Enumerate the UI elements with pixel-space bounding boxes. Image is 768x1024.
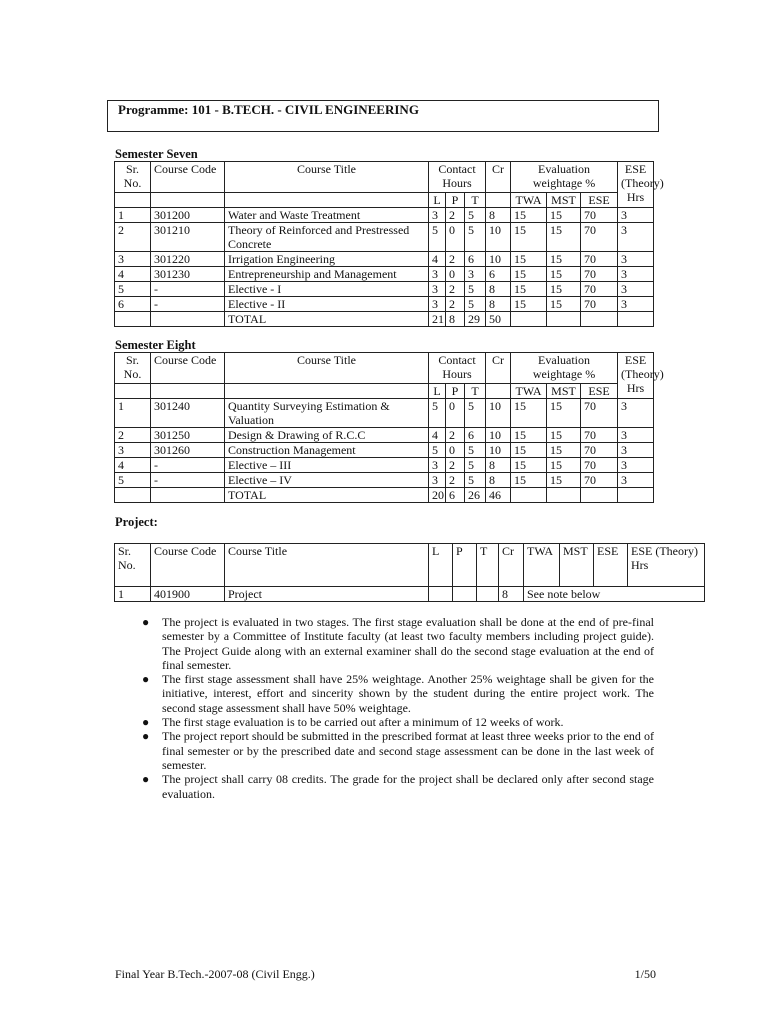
bullet-icon: ● — [142, 715, 150, 730]
header-contact-hours: Contact Hours — [429, 162, 486, 193]
cell-title: Irrigation Engineering — [225, 252, 429, 267]
cell-twa: 15 — [511, 252, 547, 267]
table-row — [115, 428, 719, 443]
cell-code: - — [151, 473, 225, 488]
cell-cr: 8 — [486, 282, 511, 297]
cell-sr: 5 — [115, 282, 151, 297]
footer-document-title: Final Year B.Tech.-2007-08 (Civil Engg.) — [115, 967, 315, 981]
cell-sr: 3 — [115, 443, 151, 458]
cell-t: 5 — [465, 443, 486, 458]
cell-mst: 15 — [547, 208, 581, 223]
header-t: T — [465, 384, 486, 399]
project-title: Project — [225, 587, 429, 602]
cell-l: 3 — [429, 208, 446, 223]
cell-mst: 15 — [547, 428, 581, 443]
cell-mst: 15 — [547, 443, 581, 458]
total-empty-cell — [618, 312, 654, 327]
header-ese: ESE — [581, 384, 618, 399]
header-sr: Sr. No. — [115, 353, 151, 384]
cell-hrs: 3 — [618, 267, 654, 282]
cell-code: 301240 — [151, 399, 225, 428]
total-empty-cell — [151, 312, 225, 327]
cell-mst: 15 — [547, 223, 581, 252]
project-header-ese: ESE — [594, 544, 628, 587]
cell-l: 3 — [429, 297, 446, 312]
header-cr-continued — [486, 193, 511, 208]
total-empty-cell — [581, 312, 618, 327]
semester-seven-table — [114, 161, 719, 327]
project-note-ref: See note below — [524, 587, 705, 602]
cell-cr: 8 — [486, 473, 511, 488]
cell-p: 2 — [446, 473, 465, 488]
header-ese: ESE — [581, 193, 618, 208]
list-item — [142, 672, 654, 715]
cell-ese: 70 — [581, 267, 618, 282]
table-row — [115, 297, 719, 312]
cell-p: 0 — [446, 223, 465, 252]
cell-title: Elective - II — [225, 297, 429, 312]
cell-hrs: 3 — [618, 252, 654, 267]
table-row — [115, 252, 719, 267]
table-row — [115, 223, 719, 252]
project-header-twa: TWA — [524, 544, 560, 587]
table-row — [115, 282, 719, 297]
total-t: 26 — [465, 488, 486, 503]
project-header-sr: Sr. No. — [115, 544, 151, 587]
cell-t: 5 — [465, 223, 486, 252]
header-p: P — [446, 193, 465, 208]
cell-code: 301200 — [151, 208, 225, 223]
cell-cr: 6 — [486, 267, 511, 282]
cell-title: Elective – III — [225, 458, 429, 473]
project-header-cr: Cr — [499, 544, 524, 587]
note-text: The project is evaluated in two stages. The first stage evaluation shall be done at the end of pre-final semester by a Committee of Institute faculty (at least two faculty members including project guide). The Project Guide along with an external examiner shall do the second stage evaluation at the end of final semester. — [162, 615, 654, 672]
cell-hrs: 3 — [618, 208, 654, 223]
cell-cr: 10 — [486, 252, 511, 267]
bullet-icon: ● — [142, 672, 150, 687]
project-header-p: P — [453, 544, 477, 587]
cell-code: - — [151, 297, 225, 312]
header-mst: MST — [547, 193, 581, 208]
cell-twa: 15 — [511, 223, 547, 252]
cell-p: 0 — [446, 267, 465, 282]
cell-code: - — [151, 282, 225, 297]
cell-sr: 1 — [115, 208, 151, 223]
footer-page-number: 1/50 — [634, 967, 656, 981]
header-evaluation: Evaluation weightage % — [511, 162, 618, 193]
list-item — [142, 715, 654, 729]
cell-l: 4 — [429, 252, 446, 267]
cell-l: 4 — [429, 428, 446, 443]
cell-l: 3 — [429, 473, 446, 488]
cell-cr: 8 — [486, 208, 511, 223]
total-p: 8 — [446, 312, 465, 327]
cell-title: Elective – IV — [225, 473, 429, 488]
cell-title: Construction Management — [225, 443, 429, 458]
cell-l: 3 — [429, 282, 446, 297]
cell-hrs: 3 — [618, 473, 654, 488]
cell-twa: 15 — [511, 297, 547, 312]
cell-twa: 15 — [511, 443, 547, 458]
table-row — [115, 399, 719, 428]
header-sr-continued — [115, 193, 151, 208]
header-title-continued — [225, 193, 429, 208]
list-item — [142, 615, 654, 672]
cell-ese: 70 — [581, 458, 618, 473]
cell-t: 6 — [465, 252, 486, 267]
cell-mst: 15 — [547, 399, 581, 428]
cell-hrs: 3 — [618, 297, 654, 312]
cell-code: 301260 — [151, 443, 225, 458]
project-t — [477, 587, 499, 602]
cell-hrs: 3 — [618, 223, 654, 252]
header-title-continued — [225, 384, 429, 399]
table-row — [115, 443, 719, 458]
header-twa: TWA — [511, 384, 547, 399]
cell-hrs: 3 — [618, 428, 654, 443]
cell-ese: 70 — [581, 297, 618, 312]
cell-mst: 15 — [547, 267, 581, 282]
semester-eight-label: Semester Eight — [115, 338, 196, 352]
note-text: The project report should be submitted in the prescribed format at least three weeks prior to the end of final semester or by the prescribed date and second stage assessment can be done in the last week of semester. — [162, 729, 654, 772]
bullet-icon: ● — [142, 729, 150, 744]
cell-t: 5 — [465, 208, 486, 223]
cell-ese: 70 — [581, 282, 618, 297]
cell-twa: 15 — [511, 458, 547, 473]
cell-t: 5 — [465, 473, 486, 488]
cell-twa: 15 — [511, 208, 547, 223]
cell-sr: 2 — [115, 223, 151, 252]
cell-cr: 10 — [486, 443, 511, 458]
project-row — [115, 587, 705, 602]
project-notes-list — [142, 615, 654, 801]
programme-title: Programme: 101 - B.TECH. - CIVIL ENGINEERING — [118, 102, 419, 117]
total-empty-cell — [547, 312, 581, 327]
total-empty-cell — [511, 488, 547, 503]
cell-ese: 70 — [581, 473, 618, 488]
project-label: Project: — [115, 515, 158, 529]
cell-sr: 4 — [115, 267, 151, 282]
cell-cr: 10 — [486, 428, 511, 443]
cell-p: 2 — [446, 458, 465, 473]
header-ese-theory: ESE (Theory) Hrs — [618, 162, 654, 208]
cell-mst: 15 — [547, 297, 581, 312]
cell-mst: 15 — [547, 458, 581, 473]
header-cr-continued — [486, 384, 511, 399]
table-header-row — [115, 353, 719, 384]
project-table — [114, 543, 705, 602]
list-item — [142, 772, 654, 801]
cell-ese: 70 — [581, 252, 618, 267]
cell-ese: 70 — [581, 223, 618, 252]
cell-code: 301220 — [151, 252, 225, 267]
cell-mst: 15 — [547, 473, 581, 488]
cell-p: 0 — [446, 399, 465, 428]
cell-sr: 3 — [115, 252, 151, 267]
cell-p: 2 — [446, 252, 465, 267]
project-p — [453, 587, 477, 602]
cell-cr: 10 — [486, 223, 511, 252]
cell-l: 3 — [429, 458, 446, 473]
project-header-ese-theory: ESE (Theory) Hrs — [628, 544, 705, 587]
cell-sr: 4 — [115, 458, 151, 473]
cell-code: - — [151, 458, 225, 473]
cell-p: 2 — [446, 428, 465, 443]
header-mst: MST — [547, 384, 581, 399]
cell-l: 5 — [429, 223, 446, 252]
project-code: 401900 — [151, 587, 225, 602]
project-header-row — [115, 544, 705, 587]
cell-ese: 70 — [581, 443, 618, 458]
total-cr: 50 — [486, 312, 511, 327]
total-empty-cell — [115, 312, 151, 327]
cell-hrs: 3 — [618, 458, 654, 473]
cell-sr: 2 — [115, 428, 151, 443]
project-header-mst: MST — [560, 544, 594, 587]
cell-code: 301230 — [151, 267, 225, 282]
cell-cr: 8 — [486, 297, 511, 312]
project-header-title: Course Title — [225, 544, 429, 587]
cell-title: Entrepreneurship and Management — [225, 267, 429, 282]
header-contact-hours: Contact Hours — [429, 353, 486, 384]
cell-l: 5 — [429, 399, 446, 428]
table-row — [115, 267, 719, 282]
cell-t: 5 — [465, 297, 486, 312]
header-sr-continued — [115, 384, 151, 399]
cell-title: Design & Drawing of R.C.C — [225, 428, 429, 443]
project-cr: 8 — [499, 587, 524, 602]
cell-sr: 1 — [115, 399, 151, 428]
total-l: 20 — [429, 488, 446, 503]
total-t: 29 — [465, 312, 486, 327]
cell-title: Elective - I — [225, 282, 429, 297]
total-empty-cell — [618, 488, 654, 503]
total-empty-cell — [547, 488, 581, 503]
note-text: The first stage assessment shall have 25% weightage. Another 25% weightage shall be given for the initiative, interest, effort and sincerity shown by the student during the entire project work. The second stage assessment shall have 50% weightage. — [162, 672, 654, 715]
bullet-icon: ● — [142, 615, 150, 629]
cell-ese: 70 — [581, 399, 618, 428]
header-l: L — [429, 384, 446, 399]
project-sr: 1 — [115, 587, 151, 602]
table-row — [115, 473, 719, 488]
cell-mst: 15 — [547, 252, 581, 267]
cell-code: 301250 — [151, 428, 225, 443]
header-ese-theory: ESE (Theory) Hrs — [618, 353, 654, 399]
note-text: The first stage evaluation is to be carried out after a minimum of 12 weeks of work. — [162, 715, 564, 730]
total-p: 6 — [446, 488, 465, 503]
note-text: The project shall carry 08 credits. The grade for the project shall be declared only after second stage evaluation. — [162, 772, 654, 801]
table-header-row — [115, 162, 719, 193]
cell-twa: 15 — [511, 399, 547, 428]
project-header-code: Course Code — [151, 544, 225, 587]
header-code-continued — [151, 384, 225, 399]
cell-t: 6 — [465, 428, 486, 443]
cell-twa: 15 — [511, 428, 547, 443]
total-l: 21 — [429, 312, 446, 327]
cell-cr: 10 — [486, 399, 511, 428]
header-course-code: Course Code — [151, 353, 225, 384]
header-evaluation: Evaluation weightage % — [511, 353, 618, 384]
header-l: L — [429, 193, 446, 208]
cell-p: 2 — [446, 208, 465, 223]
cell-title: Quantity Surveying Estimation & Valuation — [225, 399, 429, 428]
cell-p: 2 — [446, 297, 465, 312]
total-row — [115, 488, 719, 503]
total-empty-cell — [151, 488, 225, 503]
list-item — [142, 729, 654, 772]
cell-l: 5 — [429, 443, 446, 458]
project-header-t: T — [477, 544, 499, 587]
total-empty-cell — [581, 488, 618, 503]
total-label: TOTAL — [225, 488, 429, 503]
semester-seven-label: Semester Seven — [115, 147, 198, 161]
header-p: P — [446, 384, 465, 399]
header-sr: Sr. No. — [115, 162, 151, 193]
semester-eight-table — [114, 352, 719, 503]
header-course-code: Course Code — [151, 162, 225, 193]
project-l — [429, 587, 453, 602]
cell-mst: 15 — [547, 282, 581, 297]
table-row — [115, 458, 719, 473]
semester-seven-body — [115, 162, 719, 327]
programme-header-box — [107, 100, 659, 132]
cell-t: 5 — [465, 458, 486, 473]
cell-p: 2 — [446, 282, 465, 297]
project-header-l: L — [429, 544, 453, 587]
total-empty-cell — [115, 488, 151, 503]
total-row — [115, 312, 719, 327]
cell-hrs: 3 — [618, 443, 654, 458]
cell-title: Water and Waste Treatment — [225, 208, 429, 223]
cell-twa: 15 — [511, 267, 547, 282]
cell-sr: 6 — [115, 297, 151, 312]
cell-p: 0 — [446, 443, 465, 458]
cell-t: 3 — [465, 267, 486, 282]
header-code-continued — [151, 193, 225, 208]
header-course-title: Course Title — [225, 162, 429, 193]
cell-title: Theory of Reinforced and Prestressed Concrete — [225, 223, 429, 252]
cell-cr: 8 — [486, 458, 511, 473]
cell-sr: 5 — [115, 473, 151, 488]
header-t: T — [465, 193, 486, 208]
semester-eight-body — [115, 353, 719, 503]
cell-l: 3 — [429, 267, 446, 282]
total-label: TOTAL — [225, 312, 429, 327]
bullet-icon: ● — [142, 772, 150, 787]
cell-ese: 70 — [581, 428, 618, 443]
header-course-title: Course Title — [225, 353, 429, 384]
cell-t: 5 — [465, 282, 486, 297]
cell-twa: 15 — [511, 282, 547, 297]
cell-t: 5 — [465, 399, 486, 428]
header-cr: Cr — [486, 353, 511, 384]
cell-code: 301210 — [151, 223, 225, 252]
header-twa: TWA — [511, 193, 547, 208]
total-cr: 46 — [486, 488, 511, 503]
cell-twa: 15 — [511, 473, 547, 488]
cell-hrs: 3 — [618, 282, 654, 297]
cell-hrs: 3 — [618, 399, 654, 428]
total-empty-cell — [511, 312, 547, 327]
table-row — [115, 208, 719, 223]
header-cr: Cr — [486, 162, 511, 193]
cell-ese: 70 — [581, 208, 618, 223]
